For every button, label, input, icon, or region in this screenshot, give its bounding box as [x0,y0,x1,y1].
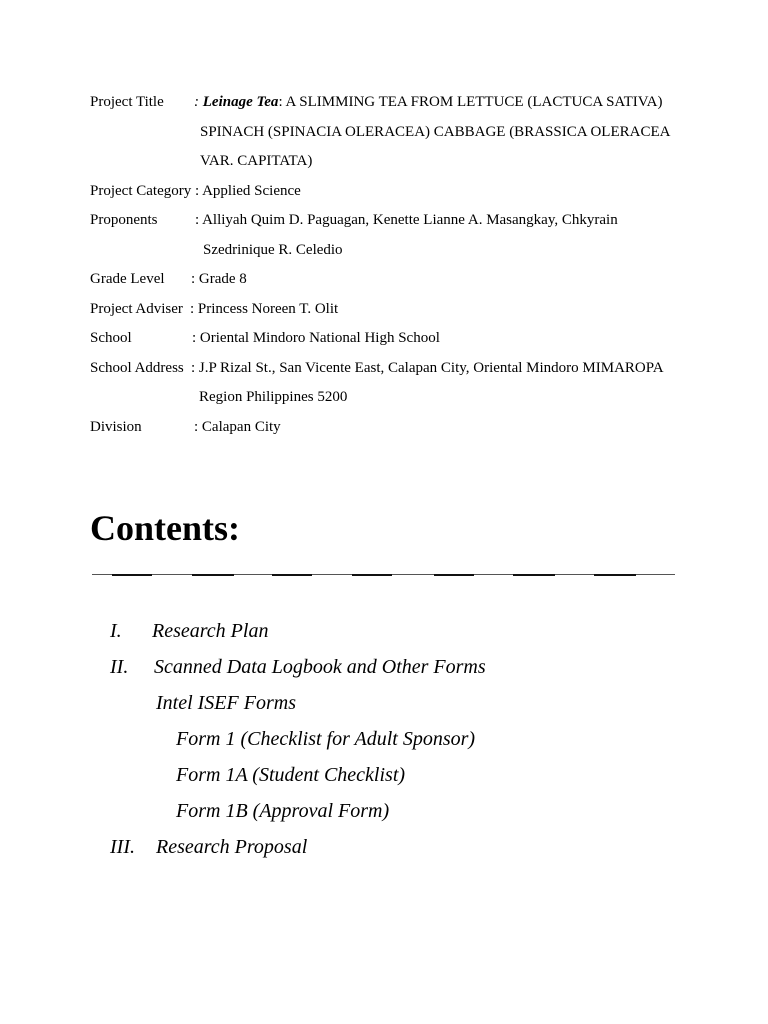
grade-level-row [90,265,690,295]
toc-item-research-plan[interactable] [110,618,268,644]
project-category-value: : Applied Science [195,182,301,199]
project-category-label: Project Category [90,182,192,199]
project-adviser-value: : Princess Noreen T. Olit [190,300,339,317]
toc-item-form-1b[interactable] [176,798,389,824]
school-address-line2-row [90,383,690,413]
proponents-row [90,206,690,236]
toc-item-label: Form 1A (Student Checklist) [176,764,406,786]
school-address-label: School Address [90,359,184,376]
grade-level-value: : Grade 8 [191,271,247,287]
proponents-line2-row [90,236,690,266]
division-label: Division [90,418,142,435]
project-title-row [90,88,690,118]
proponents-label: Proponents [90,212,158,228]
project-title-line2-row [90,118,690,148]
toc-item-label: Form 1B (Approval Form) [176,800,390,822]
toc-item-label: Research Plan [152,620,269,642]
school-address-row [90,354,690,384]
toc-item-number: III. [110,836,135,858]
proponents-value-line1: : Alliyah Quim D. Paguagan, Kenette Lianne A. Masangkay, Chkyrain [195,212,618,228]
project-adviser-row [90,295,690,325]
project-title-line3-row [90,147,690,177]
grade-level-label: Grade Level [90,271,165,287]
project-category-row [90,177,690,207]
school-row [90,324,690,354]
school-address-value-line2: Region Philippines 5200 [199,389,348,405]
toc-item-label: Scanned Data Logbook and Other Forms [154,656,486,678]
division-value: : Calapan City [194,418,281,435]
division-row [90,413,690,443]
toc-item-research-proposal[interactable] [110,834,307,860]
school-address-value-line1: : J.P Rizal St., San Vicente East, Calapan City, Oriental Mindoro MIMAROPA [191,359,664,376]
proponents-value-line2: Szedrinique R. Celedio [203,241,343,258]
school-value: : Oriental Mindoro National High School [192,330,440,346]
toc-item-number: II. [110,656,129,678]
toc-item-label: Intel ISEF Forms [156,692,296,714]
toc-item-scanned-data-logbook[interactable] [110,654,486,680]
toc-item-label: Form 1 (Checklist for Adult Sponsor) [176,728,476,750]
project-title-separator: : [194,94,203,110]
project-title-label: Project Title [90,94,164,110]
toc-item-number: I. [110,620,122,642]
project-title-line1: : A SLIMMING TEA FROM LETTUCE (LACTUCA SATIVA) [278,94,663,110]
project-title-line3: VAR. CAPITATA) [200,153,313,169]
toc-item-form-1a[interactable] [176,762,405,788]
contents-heading: Contents: [90,508,240,548]
toc-item-label: Research Proposal [156,836,308,858]
project-title-value [194,88,663,118]
contents-divider [92,574,675,575]
toc-item-intel-isef-forms[interactable] [156,690,296,716]
project-brand-name: Leinage Tea [202,94,279,110]
project-adviser-label: Project Adviser [90,300,183,317]
project-title-line2: SPINACH (SPINACIA OLERACEA) CABBAGE (BRASSICA OLERACEA [200,123,671,140]
school-label: School [90,330,132,346]
toc-item-form-1[interactable] [176,726,475,752]
project-info-section [90,88,690,442]
